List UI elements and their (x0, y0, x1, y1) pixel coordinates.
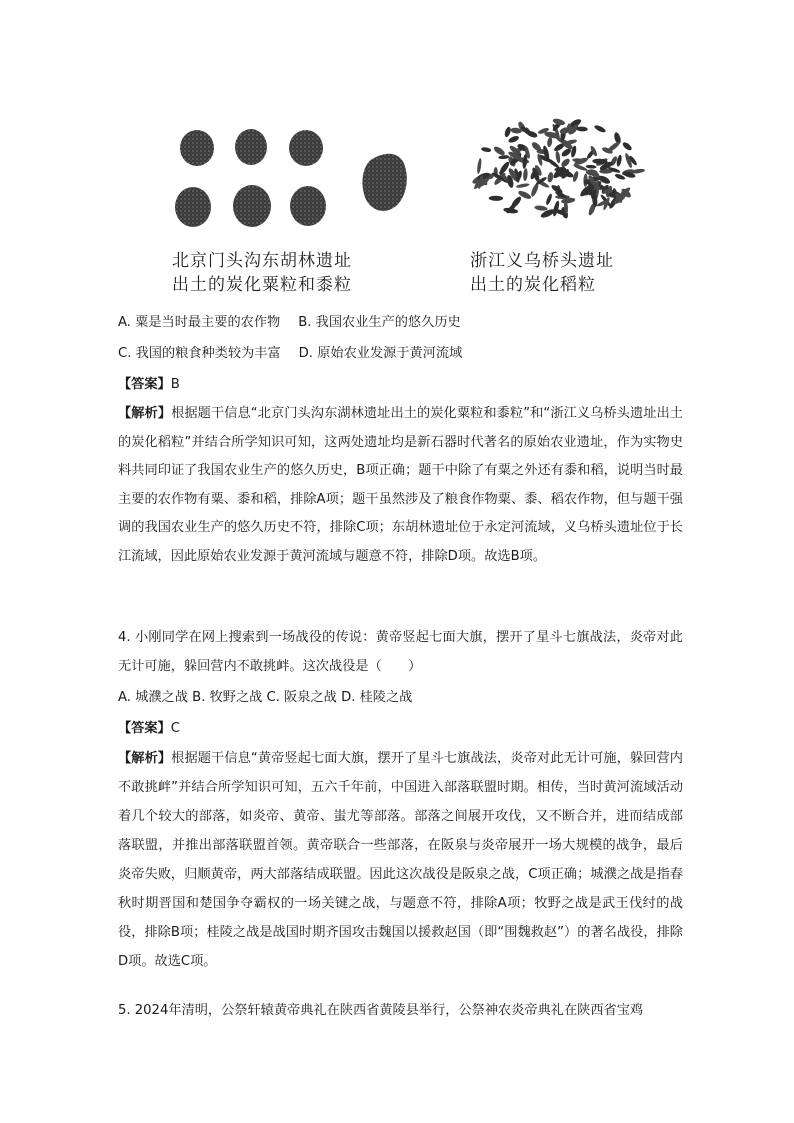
rice-grain (560, 157, 571, 168)
right-figure-caption: 浙江义乌桥头遗址 出土的炭化稻粒 (470, 251, 614, 295)
q3-options-row-2 (118, 342, 462, 361)
q4-stem: 4. 小刚同学在网上搜索到一场战役的传说：黄帝竖起七面大旗，摆开了星斗七旗战法，炎帝对此无计可施，躲回营内不敢挑衅。这次战役是（ ） (118, 630, 683, 674)
rice-grain (492, 145, 506, 157)
q4-option-a: A. 城濮之战 (118, 690, 188, 705)
millet-grains-icon (160, 110, 410, 245)
q3-option-c: C. 我国的粮食种类较为丰富 (118, 346, 281, 361)
left-figure-caption: 北京门头沟东胡林遗址 出土的炭化粟粒和黍粒 (172, 251, 352, 295)
rice-grain (516, 183, 530, 189)
q3-option-b: B. 我国农业生产的悠久历史 (298, 315, 461, 330)
rice-grain (504, 126, 512, 138)
q3-answer: 【答案】B (118, 377, 180, 392)
rice-grain (507, 135, 519, 144)
rice-grain (498, 155, 509, 160)
rice-grain (586, 165, 597, 169)
q3-options-row-1 (118, 311, 461, 330)
q4-options-row (118, 686, 412, 705)
rice-grain (523, 168, 528, 181)
rice-grain (555, 151, 561, 164)
rice-grain (545, 193, 553, 206)
q3-option-a: A. 粟是当时最主要的农作物 (118, 315, 281, 330)
q4-option-d: D. 桂陵之战 (341, 690, 413, 705)
archaeology-figure (160, 110, 650, 300)
rice-grain (534, 205, 548, 212)
rice-grain (530, 182, 540, 197)
rice-grain (489, 196, 503, 201)
q5-stem: 5. 2024年清明，公祭轩辕黄帝典礼在陕西省黄陵县举行，公祭神农炎帝典礼在陕西省宝鸡 (118, 1003, 644, 1018)
q4-analysis: 【解析】根据题干信息“黄帝竖起七面大旗，摆开了星斗七旗战法，炎帝对此无计可施，躲回营内不敢挑衅”并结合所学知识可知，五六千年前，中国进入部落联盟时期。相传，当时黄河流域活动着几个较大的部落，如炎帝、黄帝、蚩尤等部落。部落之间展开攻伐，又不断合并，进而结成部落联盟，并推出部落联盟首领。黄帝联合一些部落，在阪泉与炎帝展开一场大规模的战争，最后炎帝失败，归顺黄帝，两大部落结成联盟。因此这次战役是阪泉之战，C项正确；城濮之战是指春秋时期晋国和楚国争夺霸权的一场关键之战，与题意不符，排除A项；牧野之战是武王伐纣的战役，排除B项；桂陵之战是战国时期齐国攻击魏国以援救赵国（即“围魏救赵”）的著名战役，排除D项。故选C项。 (118, 751, 683, 969)
q3-analysis: 【解析】根据题干信息“北京门头沟东湖林遗址出土的炭化粟粒和黍粒”和“浙江义乌桥头遗址出土的炭化稻粒”并结合所学知识可知，这两处遗址均是新石器时代著名的原始农业遗址，作为实物史料共同印证了我国农业生产的悠久历史，B项正确；题干中除了有粟之外还有黍和稻，说明当时最主要的农作物有粟、黍和稻，排除A项；题干虽然涉及了粮食作物粟、黍、稻农作物，但与题干强调的我国农业生产的悠久历史不符，排除C项；东胡林遗址位于永定河流域，义乌桥头遗址位于长江流域，因此原始农业发源于黄河流域与题意不符，排除D项。故选B项。 (118, 406, 683, 564)
q4-answer: 【答案】C (118, 721, 180, 736)
q3-option-d: D. 原始农业发源于黄河流域 (298, 346, 463, 361)
rice-grain (573, 163, 588, 172)
rice-grain (547, 172, 554, 183)
rice-grain (481, 146, 492, 152)
q4-option-b: B. 牧野之战 (192, 690, 263, 705)
rice-grain (547, 137, 553, 148)
rice-grain (631, 168, 645, 174)
rice-grain (593, 124, 606, 134)
rice-grain (552, 200, 561, 217)
rice-grain (476, 158, 482, 174)
rice-grain (621, 141, 633, 152)
q4-option-c: C. 阪泉之战 (266, 690, 337, 705)
rice-grain (536, 153, 543, 166)
rice-grain (616, 154, 623, 167)
rice-grains-icon (465, 110, 650, 245)
